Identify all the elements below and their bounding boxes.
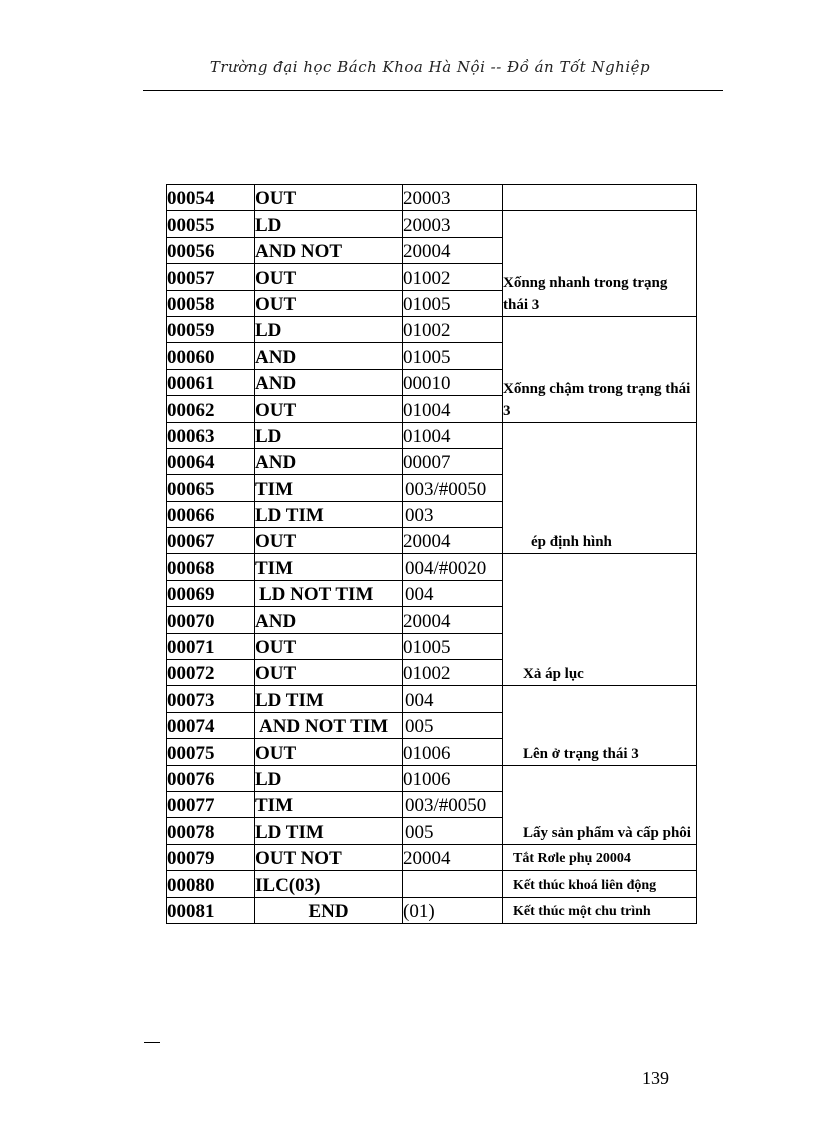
instruction-cell: LD bbox=[255, 422, 403, 448]
instruction-cell: LD bbox=[255, 211, 403, 237]
comment-take-product: Lấy sản phẩm và cấp phôi bbox=[503, 765, 697, 844]
instruction-cell: LD TIM bbox=[255, 818, 403, 844]
operand-cell: 01006 bbox=[403, 765, 503, 791]
instruction-cell: TIM bbox=[255, 475, 403, 501]
instruction-cell: LD TIM bbox=[255, 501, 403, 527]
plc-program-table bbox=[166, 184, 697, 924]
comment-cell-empty bbox=[503, 185, 697, 211]
table-row bbox=[167, 185, 697, 211]
instruction-cell: LD bbox=[255, 316, 403, 342]
operand-cell: 01004 bbox=[403, 396, 503, 422]
comment-fast-feed: Xốnng nhanh trong trạng thái 3 bbox=[503, 211, 697, 317]
operand-cell: 20004 bbox=[403, 607, 503, 633]
address-cell: 00077 bbox=[167, 791, 255, 817]
operand-cell: 003 bbox=[403, 501, 503, 527]
operand-cell: 20003 bbox=[403, 211, 503, 237]
address-cell: 00059 bbox=[167, 316, 255, 342]
operand-cell: 004 bbox=[403, 686, 503, 712]
comment-release-pressure: Xả áp lục bbox=[503, 554, 697, 686]
operand-cell: 01005 bbox=[403, 290, 503, 316]
page-number: 139 bbox=[642, 1068, 669, 1088]
operand-cell: 20004 bbox=[403, 528, 503, 554]
address-cell: 00055 bbox=[167, 211, 255, 237]
address-cell: 00068 bbox=[167, 554, 255, 580]
operand-cell: 01005 bbox=[403, 633, 503, 659]
instruction-cell: OUT bbox=[255, 396, 403, 422]
instruction-cell: OUT bbox=[255, 660, 403, 686]
instruction-cell: TIM bbox=[255, 791, 403, 817]
instruction-cell: AND bbox=[255, 448, 403, 474]
instruction-cell: AND bbox=[255, 607, 403, 633]
operand-cell: 01006 bbox=[403, 739, 503, 765]
operand-cell: 003/#0050 bbox=[403, 475, 503, 501]
address-cell: 00069 bbox=[167, 580, 255, 606]
instruction-cell: LD TIM bbox=[255, 686, 403, 712]
instruction-cell: AND bbox=[255, 369, 403, 395]
instruction-cell: TIM bbox=[255, 554, 403, 580]
table-row bbox=[167, 422, 697, 448]
address-cell: 00056 bbox=[167, 237, 255, 263]
address-cell: 00074 bbox=[167, 712, 255, 738]
address-cell: 00075 bbox=[167, 739, 255, 765]
address-cell: 00057 bbox=[167, 264, 255, 290]
address-cell: 00061 bbox=[167, 369, 255, 395]
operand-cell: 003/#0050 bbox=[403, 791, 503, 817]
instruction-cell: OUT bbox=[255, 739, 403, 765]
operand-cell: 004 bbox=[403, 580, 503, 606]
operand-cell: 005 bbox=[403, 818, 503, 844]
address-cell: 00081 bbox=[167, 897, 255, 923]
address-cell: 00058 bbox=[167, 290, 255, 316]
address-cell: 00072 bbox=[167, 660, 255, 686]
address-cell: 00067 bbox=[167, 528, 255, 554]
operand-cell: 005 bbox=[403, 712, 503, 738]
operand-cell bbox=[403, 871, 503, 897]
footnote-separator bbox=[144, 1042, 160, 1043]
instruction-cell: LD NOT TIM bbox=[255, 580, 403, 606]
address-cell: 00063 bbox=[167, 422, 255, 448]
operand-cell: 004/#0020 bbox=[403, 554, 503, 580]
address-cell: 00060 bbox=[167, 343, 255, 369]
operand-cell: 20003 bbox=[403, 185, 503, 211]
operand-cell: 01002 bbox=[403, 660, 503, 686]
operand-cell: 00007 bbox=[403, 448, 503, 474]
address-cell: 00070 bbox=[167, 607, 255, 633]
table-row bbox=[167, 844, 697, 870]
instruction-cell: LD bbox=[255, 765, 403, 791]
address-cell: 00064 bbox=[167, 448, 255, 474]
address-cell: 00079 bbox=[167, 844, 255, 870]
comment-end-cycle: Kết thúc một chu trình bbox=[503, 897, 697, 923]
address-cell: 00073 bbox=[167, 686, 255, 712]
table-row bbox=[167, 554, 697, 580]
address-cell: 00080 bbox=[167, 871, 255, 897]
operand-cell: 01005 bbox=[403, 343, 503, 369]
instruction-cell: OUT bbox=[255, 528, 403, 554]
comment-up-state3: Lên ở trạng thái 3 bbox=[503, 686, 697, 765]
operand-cell: (01) bbox=[403, 897, 503, 923]
comment-slow-feed: Xốnng chậm trong trạng thái 3 bbox=[503, 316, 697, 422]
operand-cell: 00010 bbox=[403, 369, 503, 395]
address-cell: 00066 bbox=[167, 501, 255, 527]
address-cell: 00054 bbox=[167, 185, 255, 211]
address-cell: 00062 bbox=[167, 396, 255, 422]
instruction-cell: END bbox=[255, 897, 403, 923]
comment-relay-off: Tắt Rơle phụ 20004 bbox=[503, 844, 697, 870]
address-cell: 00065 bbox=[167, 475, 255, 501]
address-cell: 00076 bbox=[167, 765, 255, 791]
running-header: Trường đại học Bách Khoa Hà Nội -- Đồ án Tốt Nghiệp bbox=[209, 58, 651, 76]
comment-end-interlock: Kết thúc khoá liên động bbox=[503, 871, 697, 897]
address-cell: 00078 bbox=[167, 818, 255, 844]
table-row bbox=[167, 897, 697, 923]
comment-press-shape: ép định hình bbox=[503, 422, 697, 554]
table-row bbox=[167, 871, 697, 897]
address-cell: 00071 bbox=[167, 633, 255, 659]
instruction-cell: OUT NOT bbox=[255, 844, 403, 870]
instruction-cell: ILC(03) bbox=[255, 871, 403, 897]
table-row bbox=[167, 211, 697, 237]
instruction-cell: AND bbox=[255, 343, 403, 369]
operand-cell: 20004 bbox=[403, 237, 503, 263]
instruction-cell: AND NOT TIM bbox=[255, 712, 403, 738]
header-rule bbox=[143, 90, 723, 91]
operand-cell: 01002 bbox=[403, 264, 503, 290]
instruction-cell: OUT bbox=[255, 290, 403, 316]
table-row bbox=[167, 686, 697, 712]
operand-cell: 01004 bbox=[403, 422, 503, 448]
instruction-cell: OUT bbox=[255, 633, 403, 659]
table-row bbox=[167, 316, 697, 342]
table-row bbox=[167, 765, 697, 791]
instruction-cell: AND NOT bbox=[255, 237, 403, 263]
instruction-cell: OUT bbox=[255, 264, 403, 290]
instruction-cell: OUT bbox=[255, 185, 403, 211]
operand-cell: 20004 bbox=[403, 844, 503, 870]
operand-cell: 01002 bbox=[403, 316, 503, 342]
